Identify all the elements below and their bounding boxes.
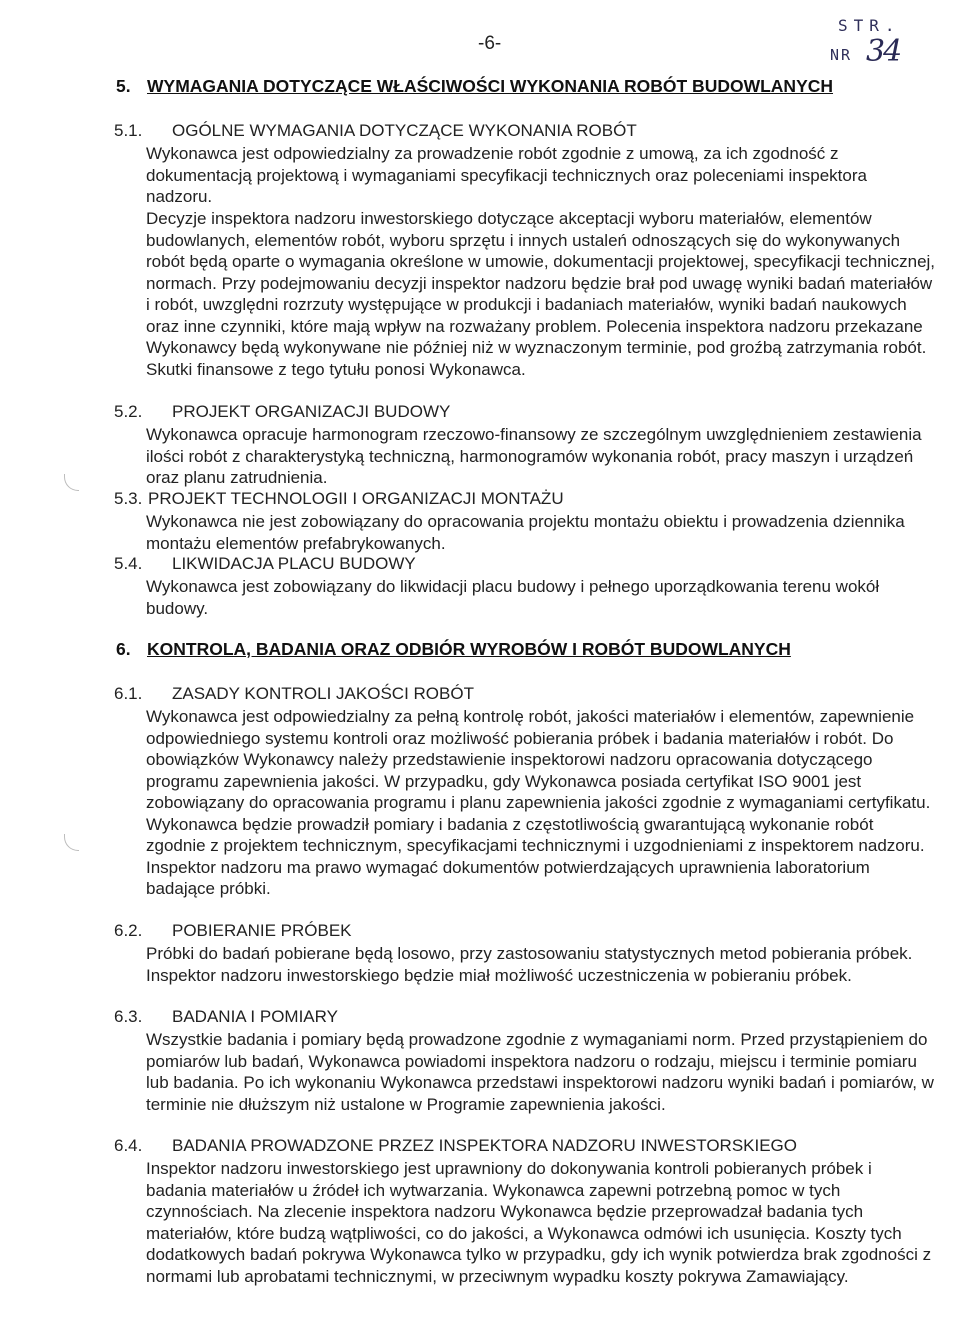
subsection-5-2-paragraph: Wykonawca opracuje harmonogram rzeczowo-finansowy ze szczególnym uwzględnieniem zestawienia ilości robót z charakterystyką techniczną, harmonogramów wykonania robót, pracy maszyn i urządzeń oraz planu zatrudnienia. <box>146 425 922 487</box>
subsection-6-2-number: 6.2. <box>114 921 143 940</box>
subsection-5-4-heading <box>114 554 416 574</box>
subsection-5-3-heading <box>114 489 564 509</box>
subsection-5-1-paragraph-2: Decyzje inspektora nadzoru inwestorskiego dotyczące akceptacji wyboru materiałów, elementów budowlanych, elementów robót, wyboru sprzętu i innych ustaleń odnoszących się do wykonywanych robót będą oparte o wymagania określone w umowie, dokumentacji projektowej, specyfikacji technicznej, normach. Przy podejmowaniu decyzji inspektor nadzoru będzie brał pod uwagę wyniki badań materiałów i robót, uwzględni rozrzuty występujące w produkcji i badaniach materiałów, wyniki badań naukowych oraz inne czynniki, które mają wpływ na rozważany problem. Polecenia inspektora nadzoru przekazane Wykonawcy będą wykonywane nie później niż w wyznaczonym terminie, pod groźbą zatrzymania robót. Skutki finansowe z tego tytułu ponosi Wykonawca. <box>146 209 936 379</box>
subsection-5-4-number: 5.4. <box>114 554 143 573</box>
stamp-handwritten-number: 34 <box>866 34 901 69</box>
subsection-6-1-paragraph: Wykonawca jest odpowiedzialny za pełną kontrolę robót, jakości materiałów i elementów, zapewnienie odpowiedniego systemu kontroli oraz możliwość pobierania próbek i badania materiałów i robót. Do obowiązków Wykonawcy należy przedstawienie inspektorowi nadzoru opracowania dotyczącego programu zapewnienia jakości. W przypadku, gdy Wykonawca posiada certyfikat ISO 9001 jest zobowiązany do opracowania programu i planu zapewnienia jakości zgodnie z wymaganiami certyfikatu. Wykonawca będzie prowadził pomiary i badania z częstotliwością gwarantującą wykonanie robót zgodnie z projektem technicznym, specyfikacjami technicznymi i uzgodnieniami z inspektorem nadzoru. Inspektor nadzoru ma prawo wymagać dokumentów potwierdzających uprawnienia laboratorium badające próbki. <box>146 707 931 898</box>
subsection-6-3-title: BADANIA I POMIARY <box>172 1007 338 1026</box>
subsection-5-1-title: OGÓLNE WYMAGANIA DOTYCZĄCE WYKONANIA ROBÓT <box>172 121 637 140</box>
subsection-6-4-number: 6.4. <box>114 1136 143 1155</box>
subsection-6-3-heading <box>114 1007 338 1027</box>
section-5-number: 5. <box>116 76 131 96</box>
subsection-6-2-heading <box>114 921 352 941</box>
section-6-heading <box>116 639 791 660</box>
stamp-line-nr: NR <box>830 46 853 64</box>
page-number: -6- <box>478 33 502 54</box>
subsection-5-1-heading <box>114 121 637 141</box>
subsection-6-1-title: ZASADY KONTROLI JAKOŚCI ROBÓT <box>172 684 474 703</box>
subsection-5-1-number: 5.1. <box>114 121 143 140</box>
section-5-title: WYMAGANIA DOTYCZĄCE WŁAŚCIWOŚCI WYKONANIA ROBÓT BUDOWLANYCH <box>147 76 834 96</box>
subsection-5-2-heading <box>114 402 450 422</box>
subsection-6-1-heading <box>114 684 474 704</box>
subsection-5-4-title: LIKWIDACJA PLACU BUDOWY <box>172 554 416 573</box>
margin-mark <box>64 834 79 851</box>
subsection-6-2-paragraph: Próbki do badań pobierane będą losowo, przy zastosowaniu statystycznych metod pobierania próbek. Inspektor nadzoru inwestorskiego będzie miał możliwość uczestniczenia w pobieraniu próbek. <box>146 944 913 985</box>
subsection-5-2-number: 5.2. <box>114 402 143 421</box>
subsection-6-1-number: 6.1. <box>114 684 143 703</box>
stamp-line-str: STR. <box>838 16 901 35</box>
subsection-6-2-title: POBIERANIE PRÓBEK <box>172 921 352 940</box>
margin-mark <box>64 474 79 491</box>
subsection-5-3-number: 5.3. <box>114 489 143 508</box>
subsection-6-4-paragraph: Inspektor nadzoru inwestorskiego jest uprawniony do dokonywania kontroli pobieranych próbek i badania materiałów u źródeł ich wytwarzania. Wykonawca zapewni potrzebną pomoc w tych czynnościach. Na zlecenie inspektora nadzoru Wykonawca będzie przeprowadzał badania tych materiałów, które budzą wątpliwości, co do jakości, a Wykonawca odmówi ich usunięcia. Koszty tych dodatkowych badań pokrywa Wykonawca tylko w przypadku, gdy ich wynik potwierdza brak zgodności z normami lub aprobatami technicznymi, w przeciwnym wypadku koszty pokrywa Zamawiający. <box>146 1159 932 1286</box>
subsection-5-4-paragraph: Wykonawca jest zobowiązany do likwidacji placu budowy i pełnego uporządkowania terenu wokół budowy. <box>146 577 880 618</box>
subsection-5-3-paragraph: Wykonawca nie jest zobowiązany do opracowania projektu montażu obiektu i prowadzenia dziennika montażu elementów prefabrykowanych. <box>146 512 905 553</box>
subsection-6-3-paragraph: Wszystkie badania i pomiary będą prowadzone zgodnie z wymaganiami norm. Przed przystąpieniem do pomiarów lub badań, Wykonawca powiadomi inspektora nadzoru o rodzaju, miejscu i terminie pomiaru lub badania. Po ich wykonaniu Wykonawca przedstawi inspektorowi nadzoru wyniki badań i pomiarów, w terminie nie dłuższym niż ustalone w Programie zapewnienia jakości. <box>146 1030 934 1114</box>
section-6-number: 6. <box>116 639 131 659</box>
registry-stamp <box>826 12 906 74</box>
subsection-6-4-heading <box>114 1136 797 1156</box>
subsection-6-3-number: 6.3. <box>114 1007 143 1026</box>
subsection-5-2-title: PROJEKT ORGANIZACJI BUDOWY <box>172 402 451 421</box>
subsection-6-4-title: BADANIA PROWADZONE PRZEZ INSPEKTORA NADZORU INWESTORSKIEGO <box>172 1136 797 1155</box>
section-5-heading <box>116 76 833 97</box>
subsection-5-3-title: PROJEKT TECHNOLOGII I ORGANIZACJI MONTAŻU <box>148 489 564 508</box>
subsection-5-1-paragraph-1: Wykonawca jest odpowiedzialny za prowadzenie robót zgodnie z umową, za ich zgodność z dokumentacją projektową i wymaganiami specyfikacji technicznych oraz poleceniami inspektora nadzoru. <box>146 144 867 206</box>
section-6-title: KONTROLA, BADANIA ORAZ ODBIÓR WYROBÓW I ROBÓT BUDOWLANYCH <box>147 639 791 659</box>
